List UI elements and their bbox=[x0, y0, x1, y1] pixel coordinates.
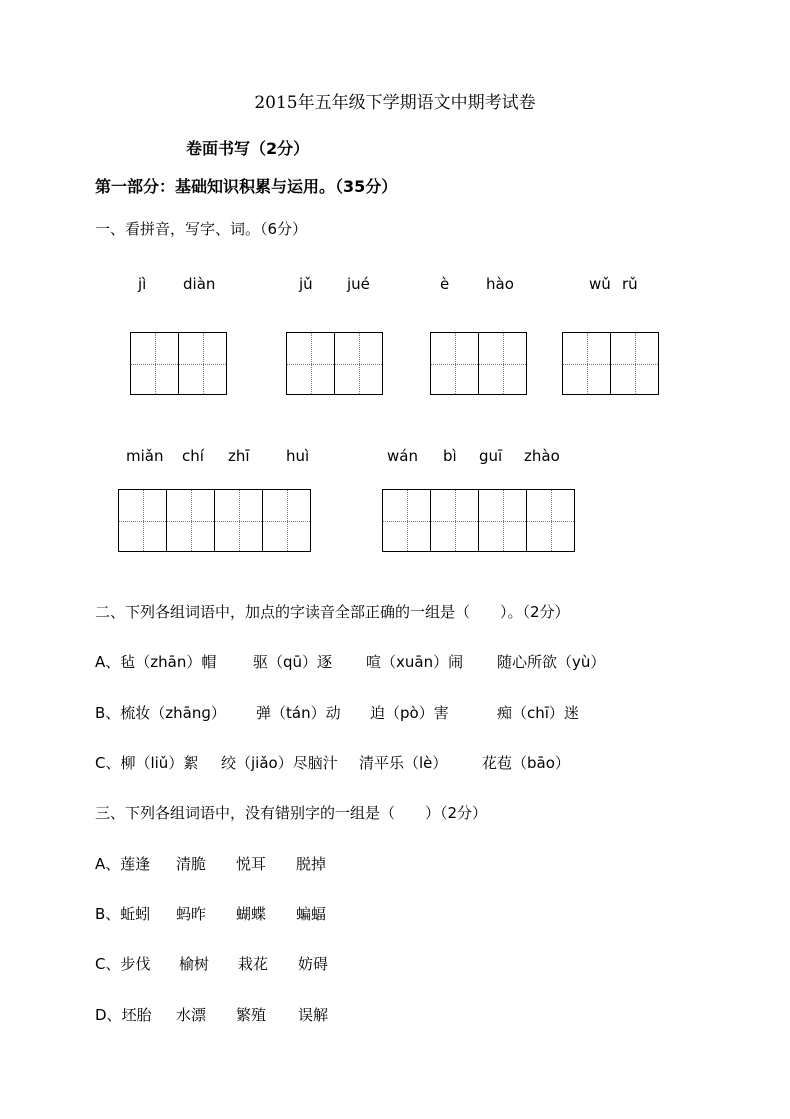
q2-option-c-4: 花苞（bāo） bbox=[482, 754, 570, 772]
q2-option-b-1: B、梳妆（zhānɡ） bbox=[95, 704, 226, 722]
grid-cell[interactable] bbox=[167, 490, 215, 551]
writing-grid[interactable] bbox=[430, 332, 527, 395]
q3-option-a-2: 清脆 bbox=[176, 855, 207, 873]
q3-option-a-4: 脱掉 bbox=[296, 855, 327, 873]
pinyin: chí bbox=[182, 447, 204, 465]
pinyin: wǔ bbox=[589, 275, 611, 293]
q2-option-b-4: 痴（chī）迷 bbox=[497, 704, 579, 722]
q3-option-d-1: D、坯胎 bbox=[95, 1006, 152, 1024]
q3-option-b-4: 蝙蝠 bbox=[296, 905, 327, 923]
grid-cell[interactable] bbox=[131, 333, 179, 394]
grid-cell[interactable] bbox=[335, 333, 382, 394]
pinyin: wán bbox=[387, 447, 418, 465]
part1-heading: 第一部分：基础知识积累与运用。（35分） bbox=[95, 177, 398, 196]
q3-heading: 三、下列各组词语中，没有错别字的一组是（ ）（2分） bbox=[95, 804, 488, 822]
writing-grid[interactable] bbox=[130, 332, 227, 395]
q3-option-c-2: 榆树 bbox=[179, 955, 210, 973]
q2-option-c-1: C、柳（liǔ）絮 bbox=[95, 754, 199, 772]
q3-option-d-3: 繁殖 bbox=[236, 1006, 267, 1024]
q2-option-c-3: 清平乐（lè） bbox=[359, 754, 448, 772]
pinyin: hào bbox=[486, 275, 514, 293]
grid-cell[interactable] bbox=[179, 333, 226, 394]
grid-cell[interactable] bbox=[479, 333, 526, 394]
writing-grid[interactable] bbox=[118, 489, 311, 552]
q3-option-b-3: 蝴蝶 bbox=[236, 905, 267, 923]
q2-option-a-1: A、毡（zhān）帽 bbox=[95, 653, 217, 671]
grid-cell[interactable] bbox=[431, 490, 479, 551]
exam-title: 2015年五年级下学期语文中期考试卷 bbox=[254, 93, 536, 113]
pinyin: rǔ bbox=[622, 275, 638, 293]
q2-option-b-3: 迫（pò）害 bbox=[370, 704, 449, 722]
q3-option-c-1: C、步伐 bbox=[95, 955, 151, 973]
pinyin: huì bbox=[286, 447, 310, 465]
q3-option-d-4: 误解 bbox=[298, 1006, 329, 1024]
pinyin: zhī bbox=[228, 447, 250, 465]
pinyin: jǔ bbox=[299, 275, 313, 293]
grid-cell[interactable] bbox=[479, 490, 527, 551]
q3-option-b-2: 蚂昨 bbox=[176, 905, 207, 923]
q2-heading: 二、下列各组词语中，加点的字读音全部正确的一组是（ ）。（2分） bbox=[95, 603, 570, 621]
grid-cell[interactable] bbox=[431, 333, 479, 394]
writing-grid[interactable] bbox=[286, 332, 383, 395]
q3-option-d-2: 水漂 bbox=[176, 1006, 207, 1024]
grid-cell[interactable] bbox=[563, 333, 611, 394]
q2-option-b-2: 弹（tán）动 bbox=[256, 704, 341, 722]
q3-option-c-4: 妨碍 bbox=[298, 955, 329, 973]
q2-option-a-2: 驱（qū）逐 bbox=[253, 653, 333, 671]
handwriting-score-label: 卷面书写（2分） bbox=[186, 139, 310, 158]
q2-option-a-3: 喧（xuān）闹 bbox=[366, 653, 464, 671]
pinyin: jì bbox=[138, 275, 147, 293]
pinyin: jué bbox=[347, 275, 370, 293]
grid-cell[interactable] bbox=[215, 490, 263, 551]
q3-option-b-1: B、蚯蚓 bbox=[95, 905, 151, 923]
grid-cell[interactable] bbox=[527, 490, 574, 551]
pinyin: bì bbox=[443, 447, 457, 465]
grid-cell[interactable] bbox=[611, 333, 658, 394]
grid-cell[interactable] bbox=[263, 490, 310, 551]
pinyin: diàn bbox=[183, 275, 216, 293]
pinyin: zhào bbox=[524, 447, 560, 465]
q3-option-c-3: 栽花 bbox=[238, 955, 269, 973]
q3-option-a-1: A、莲逢 bbox=[95, 855, 151, 873]
pinyin: è bbox=[440, 275, 450, 293]
writing-grid[interactable] bbox=[562, 332, 659, 395]
grid-cell[interactable] bbox=[119, 490, 167, 551]
writing-grid[interactable] bbox=[382, 489, 575, 552]
q2-option-c-2: 绞（jiǎo）尽脑汁 bbox=[221, 754, 338, 772]
q2-option-a-4: 随心所欲（yù） bbox=[497, 653, 606, 671]
grid-cell[interactable] bbox=[383, 490, 431, 551]
grid-cell[interactable] bbox=[287, 333, 335, 394]
pinyin: guī bbox=[479, 447, 503, 465]
pinyin: miǎn bbox=[126, 447, 164, 465]
q3-option-a-3: 悦耳 bbox=[236, 855, 267, 873]
q1-heading: 一、看拼音，写字、词。（6分） bbox=[95, 220, 308, 238]
